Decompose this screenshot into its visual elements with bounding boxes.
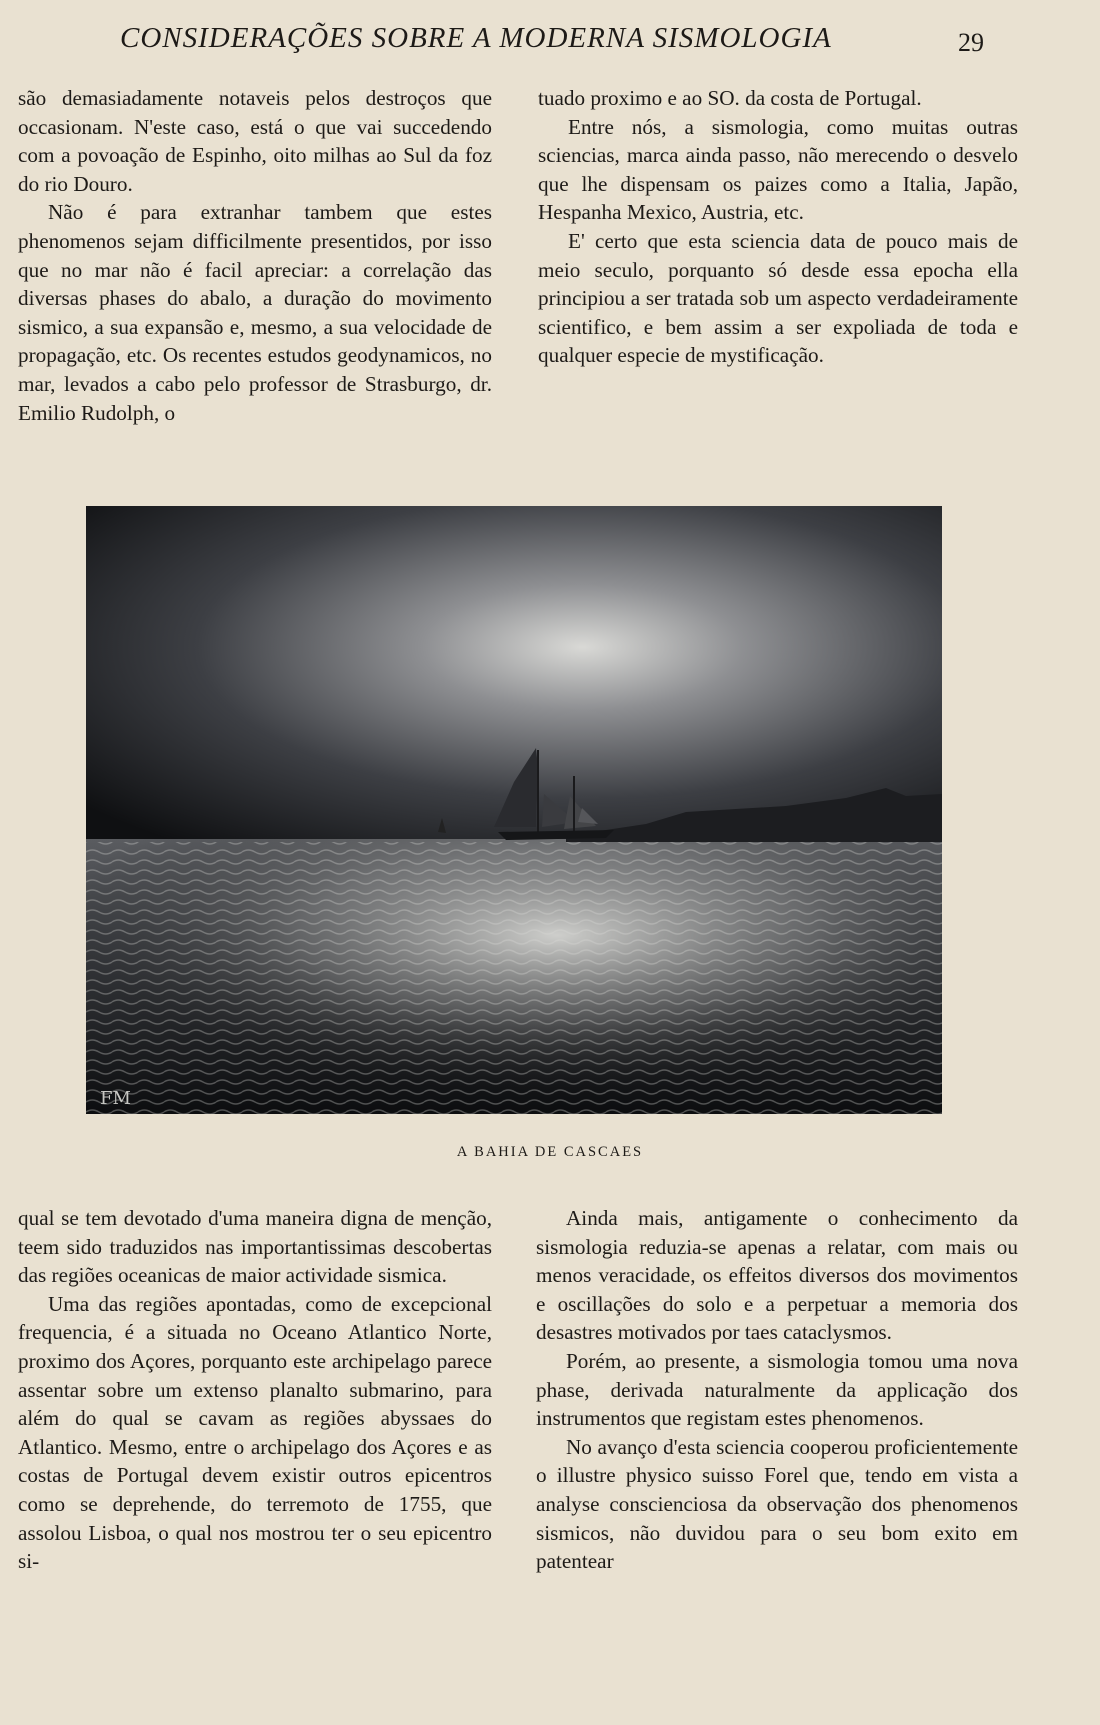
paragraph: Porém, ao presente, a sismologia tomou uma nova phase, derivada naturalmente da applicação dos instrumentos que registam estes phenomenos. xyxy=(536,1348,1018,1431)
sailboat-seascape-photo xyxy=(86,506,942,1114)
page-number: 29 xyxy=(958,28,984,57)
text-column-bottom-right xyxy=(536,1204,1018,1576)
text-column-top-right xyxy=(538,84,1018,370)
photo-illustration xyxy=(86,506,942,1114)
running-header xyxy=(0,18,1100,68)
figure-caption: A BAHIA DE CASCAES xyxy=(456,1144,644,1160)
paragraph: são demasiadamente notaveis pelos destroços que occasionam. N'este caso, está o que vai succedendo com a povoação de Espinho, oito milhas ao Sul da foz do rio Douro. xyxy=(18,86,492,196)
text-column-bottom-left xyxy=(18,1204,492,1576)
paragraph: Uma das regiões apontadas, como de excepcional frequencia, é a situada no Oceano Atlantico Norte, proximo dos Açores, porquanto este archipelago parece assentar sobre um extenso planalto submarino, para além do qual se cavam as regiões abyssaes do Atlantico. Mesmo, entre o archipelago dos Açores e as costas de Portugal devem existir outros epicentros como se deprehende, do terremoto de 1755, que assolou Lisboa, o qual nos mostrou ter o seu epicentro si- xyxy=(18,1291,492,1574)
paragraph: No avanço d'esta sciencia cooperou proficientemente o illustre physico suisso Forel que, tendo em vista a analyse conscienciosa da observação dos phenomenos sismicos, não duvidou para o seu bom exito em patentear xyxy=(536,1434,1018,1574)
paragraph: Entre nós, a sismologia, como muitas outras sciencias, marca ainda passo, não merecendo o desvelo que lhe dispensam os paizes como a Italia, Japão, Hespanha Mexico, Austria, etc. xyxy=(538,114,1018,225)
paragraph: tuado proximo e ao SO. da costa de Portugal. xyxy=(538,86,922,110)
header-title: CONSIDERAÇÕES SOBRE A MODERNA SISMOLOGIA xyxy=(120,22,832,54)
monogram: FM xyxy=(100,1088,131,1109)
paragraph: Ainda mais, antigamente o conhecimento da sismologia reduzia-se apenas a relatar, com mais ou menos veracidade, os effeitos diversos dos movimentos e oscillações do solo e a perpetuar a memoria dos desastres motivados por taes cataclysmos. xyxy=(536,1206,1018,1345)
paragraph: Não é para extranhar tambem que estes phenomenos sejam difficilmente presentidos, por isso que no mar não é facil apreciar: a correlação das diversas phases do abalo, a duração do movimento sismico, a sua expansão e, mesmo, a sua velocidade de propagação, etc. Os recentes estudos geodynamicos, no mar, levados a cabo pelo professor de Strasburgo, dr. Emilio Rudolph, o xyxy=(18,200,492,425)
text-column-top-left xyxy=(18,84,492,427)
paragraph: qual se tem devotado d'uma maneira digna de menção, teem sido traduzidos nas importantissimas descobertas das regiões oceanicas de maior actividade sismica. xyxy=(18,1206,492,1288)
paragraph: E' certo que esta sciencia data de pouco mais de meio seculo, porquanto só desde essa epocha ella principiou a ser tratada sob um aspecto verdadeiramente scientifico, e bem assim a ser expoliada de toda e qualquer especie de mystificação. xyxy=(538,228,1018,368)
sea-ripples xyxy=(86,842,942,1114)
